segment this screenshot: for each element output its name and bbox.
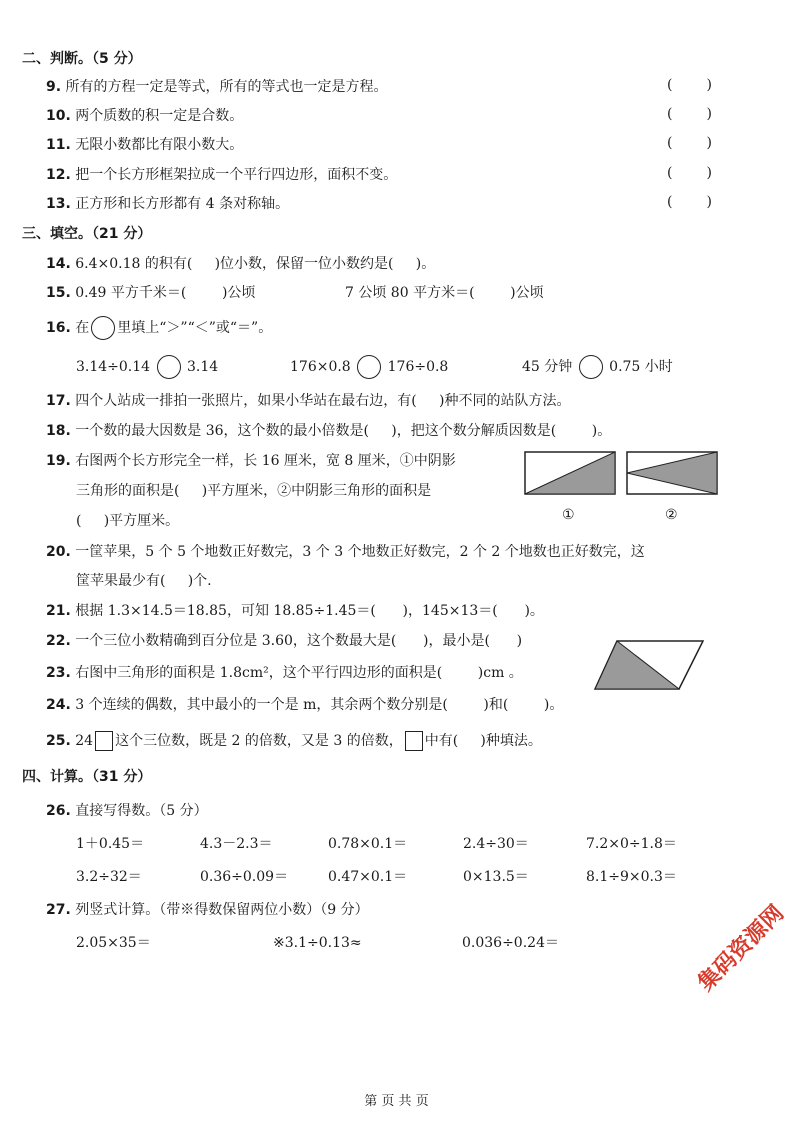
fill-q22: 22. 一个三位小数精确到百分位是 3.60，这个数最大是( )，最小是( ) <box>46 633 523 649</box>
fill-q19-line2: 三角形的面积是( )平方厘米，②中阴影三角形的面积是 <box>76 483 432 499</box>
compare-2: 176×0.8 176÷0.8 <box>290 355 448 379</box>
figure-parallelogram <box>593 639 705 691</box>
fill-q16: 16. 在 里填上“＞”“＜”或“＝”。 <box>46 316 272 340</box>
calc-q27-title: 27. 列竖式计算。（带※得数保留两位小数）（9 分） <box>46 902 369 918</box>
compare-3: 45 分钟 0.75 小时 <box>522 355 673 379</box>
figure-label-1: ① <box>562 507 575 523</box>
fill-q17: 17. 四个人站成一排拍一张照片，如果小华站在最右边，有( )种不同的站队方法。 <box>46 393 571 409</box>
digit-box[interactable] <box>405 731 423 751</box>
fill-q19-line1: 19. 右图两个长方形完全一样，长 16 厘米，宽 8 厘米，①中阴影 <box>46 453 456 469</box>
answer-paren[interactable]: ( ) <box>667 165 712 181</box>
oral-calc-item: 4.3－2.3＝ <box>200 836 273 852</box>
fill-q20-line1: 20. 一筐苹果，5 个 5 个地数正好数完，3 个 3 个地数正好数完，2 个 2 个地数也正好数完，这 <box>46 544 645 560</box>
fill-q18: 18. 一个数的最大因数是 36，这个数的最小倍数是( )，把这个数分解质因数是( )。 <box>46 423 612 439</box>
oral-calc-item: 3.2÷32＝ <box>76 869 142 885</box>
fill-q24: 24. 3 个连续的偶数，其中最小的一个是 m，其余两个数分别是( )和( )。 <box>46 697 564 713</box>
oral-calc-item: 0.36÷0.09＝ <box>200 869 289 885</box>
judge-item: 12. 把一个长方形框架拉成一个平行四边形，面积不变。 <box>46 167 398 183</box>
fill-q15-b: 7 公顷 80 平方米＝( )公顷 <box>345 285 544 301</box>
judge-item: 13. 正方形和长方形都有 4 条对称轴。 <box>46 196 290 212</box>
judge-item: 11. 无限小数都比有限小数大。 <box>46 137 244 153</box>
section-title-calc: 四、计算。（31 分） <box>22 769 152 785</box>
fill-q14: 14. 6.4×0.18 的积有( )位小数，保留一位小数约是( )。 <box>46 256 436 272</box>
vertical-calc-item: ※3.1÷0.13≈ <box>273 935 362 951</box>
watermark-stamp: 集码资源网 <box>693 900 790 997</box>
section-title-fill: 三、填空。（21 分） <box>22 226 152 242</box>
answer-paren[interactable]: ( ) <box>667 194 712 210</box>
compare-circle[interactable] <box>91 316 115 340</box>
fill-q15: 15. 0.49 平方千米＝( )公顷 <box>46 285 256 301</box>
oral-calc-item: 0×13.5＝ <box>463 869 529 885</box>
figure-rectangle-2 <box>626 451 718 495</box>
oral-calc-item: 0.78×0.1＝ <box>328 836 408 852</box>
fill-q21: 21. 根据 1.3×14.5＝18.85，可知 18.85÷1.45＝( )，145×13＝( )。 <box>46 603 544 619</box>
fill-q25: 25. 24 这个三位数，既是 2 的倍数，又是 3 的倍数， 中有( )种填法。 <box>46 733 542 749</box>
oral-calc-item: 0.47×0.1＝ <box>328 869 408 885</box>
compare-circle[interactable] <box>357 355 381 379</box>
answer-paren[interactable]: ( ) <box>667 106 712 122</box>
answer-paren[interactable]: ( ) <box>667 135 712 151</box>
vertical-calc-item: 0.036÷0.24＝ <box>462 935 559 951</box>
page-footer: 第 页 共 页 <box>364 1094 429 1109</box>
figure-rectangle-1 <box>524 451 616 495</box>
section-title-judge: 二、判断。（5 分） <box>22 51 142 67</box>
answer-paren[interactable]: ( ) <box>667 77 712 93</box>
fill-q19-line3: ( )平方厘米。 <box>76 513 180 529</box>
oral-calc-item: 8.1÷9×0.3＝ <box>586 869 677 885</box>
vertical-calc-item: 2.05×35＝ <box>76 935 151 951</box>
fill-q23: 23. 右图中三角形的面积是 1.8cm²，这个平行四边形的面积是( )cm 。 <box>46 665 523 681</box>
compare-1: 3.14÷0.14 3.14 <box>76 355 218 379</box>
compare-circle[interactable] <box>579 355 603 379</box>
oral-calc-item: 7.2×0÷1.8＝ <box>586 836 677 852</box>
oral-calc-item: 2.4÷30＝ <box>463 836 529 852</box>
judge-item: 9. 所有的方程一定是等式，所有的等式也一定是方程。 <box>46 79 388 95</box>
oral-calc-item: 1＋0.45＝ <box>76 836 145 852</box>
judge-item: 10. 两个质数的积一定是合数。 <box>46 108 244 124</box>
calc-q26-title: 26. 直接写得数。（5 分） <box>46 803 208 819</box>
digit-box[interactable] <box>95 731 113 751</box>
compare-circle[interactable] <box>157 355 181 379</box>
fill-q20-line2: 筐苹果最少有( )个. <box>76 573 212 589</box>
figure-label-2: ② <box>665 507 678 523</box>
